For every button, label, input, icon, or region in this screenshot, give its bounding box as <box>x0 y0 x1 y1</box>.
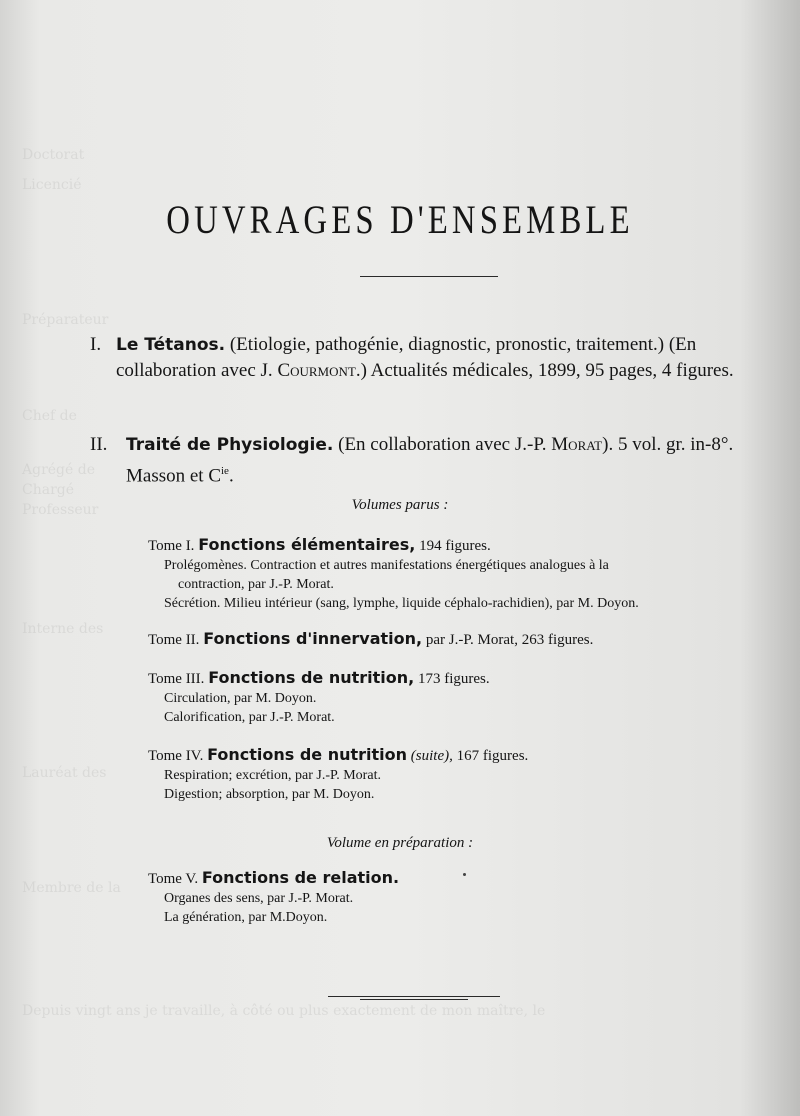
entry-author: Morat <box>551 434 603 455</box>
entry-number: II. <box>90 434 108 455</box>
tome-prefix: Tome III. <box>148 671 205 687</box>
entry-author: Courmont <box>277 360 356 381</box>
bleed-line: Agrégé de <box>22 462 95 478</box>
entry-description-end: ). 5 vol. gr. in-8°. Masson et C <box>126 434 734 487</box>
tome-line: Digestion; absorption, par M. Doyon. <box>164 787 375 802</box>
tome-heading <box>148 868 768 889</box>
tome-5 <box>148 868 768 927</box>
bleed-line: Interne des <box>22 621 104 637</box>
title-rule <box>360 276 498 277</box>
tome-prefix: Tome V. <box>148 871 199 887</box>
entry-text <box>90 432 760 489</box>
closing-rule-short <box>360 999 468 1000</box>
tome-line: Prolégomènes. Contraction et autres manifestations énergétiques analogues à la <box>164 558 609 573</box>
tome-heading <box>148 629 768 650</box>
tome-title: Fonctions d'innervation, <box>203 629 423 648</box>
published-heading: Volumes parus : <box>351 497 449 513</box>
entry-number: I. <box>90 334 102 355</box>
tome-title: Fonctions de nutrition <box>207 745 408 764</box>
tome-prefix: Tome IV. <box>148 748 204 764</box>
entry-description: (En collaboration avec J.-P. <box>338 434 547 455</box>
tome-line: Calorification, par J.-P. Morat. <box>164 710 335 725</box>
tome-line: La génération, par M.Doyon. <box>164 910 328 925</box>
entry-traite <box>90 432 760 489</box>
tome-2 <box>148 629 768 650</box>
tome-figures: 167 figures. <box>456 748 529 764</box>
tome-figures: 173 figures. <box>417 671 490 687</box>
bleed-line: Membre de la <box>22 880 121 896</box>
tome-figures: 194 figures. <box>419 538 491 554</box>
entry-title: Le Tétanos. <box>116 335 226 355</box>
preparation-heading: Volume en préparation : <box>326 835 474 851</box>
bleed-line: Depuis vingt ans je travaille, à côté ou plus exactement de mon maître, le <box>22 1003 546 1019</box>
bleed-line: Lauréat des <box>22 765 107 781</box>
tome-line: Sécrétion. Milieu intérieur (sang, lymphe, liquide céphalo-rachidien), par M. Doyon. <box>164 596 639 611</box>
tome-title: Fonctions élémentaires, <box>198 535 416 554</box>
tome-prefix: Tome II. <box>148 632 200 648</box>
tome-line: Organes des sens, par J.-P. Morat. <box>164 891 354 906</box>
tome-3 <box>148 668 768 727</box>
tome-figures: par J.-P. Morat, 263 figures. <box>425 632 594 648</box>
bleed-line: Professeur <box>22 502 99 518</box>
entry-tetanos <box>90 332 760 384</box>
bleed-line: Préparateur <box>22 312 109 328</box>
bleed-line: Doctorat <box>22 147 85 163</box>
closing-rule <box>328 996 500 997</box>
entry-description-end: .) Actualités médicales, 1899, 95 pages, 4 figures. <box>355 360 734 381</box>
bleed-line: Chargé <box>22 482 75 498</box>
entry-sup: ie <box>221 465 229 477</box>
tome-1 <box>148 535 768 613</box>
entry-text <box>90 332 760 384</box>
tome-title: Fonctions de nutrition, <box>208 668 415 687</box>
ink-speck <box>463 873 466 876</box>
tome-prefix: Tome I. <box>148 538 195 554</box>
tome-line: contraction, par J.-P. Morat. <box>178 577 334 592</box>
tome-line: Respiration; excrétion, par J.-P. Morat. <box>164 768 381 783</box>
bleed-line: Licencié <box>22 177 82 193</box>
tome-title: Fonctions de relation. <box>201 868 400 887</box>
page-title: OUVRAGES D'ENSEMBLE <box>166 197 634 242</box>
entry-period: . <box>228 465 234 487</box>
bleed-line: Chef de <box>22 408 77 424</box>
tome-4 <box>148 745 768 804</box>
tome-suite: (suite), <box>410 748 453 764</box>
entry-title: Traité de Physiologie. <box>126 435 334 455</box>
tome-heading <box>148 745 768 766</box>
tome-heading <box>148 668 768 689</box>
tome-heading <box>148 535 768 556</box>
entry-description: (Etiologie, pathogénie, diagnostic, pronostic, traitement.) (En collaboration avec J. <box>116 334 697 381</box>
tome-line: Circulation, par M. Doyon. <box>164 691 317 706</box>
